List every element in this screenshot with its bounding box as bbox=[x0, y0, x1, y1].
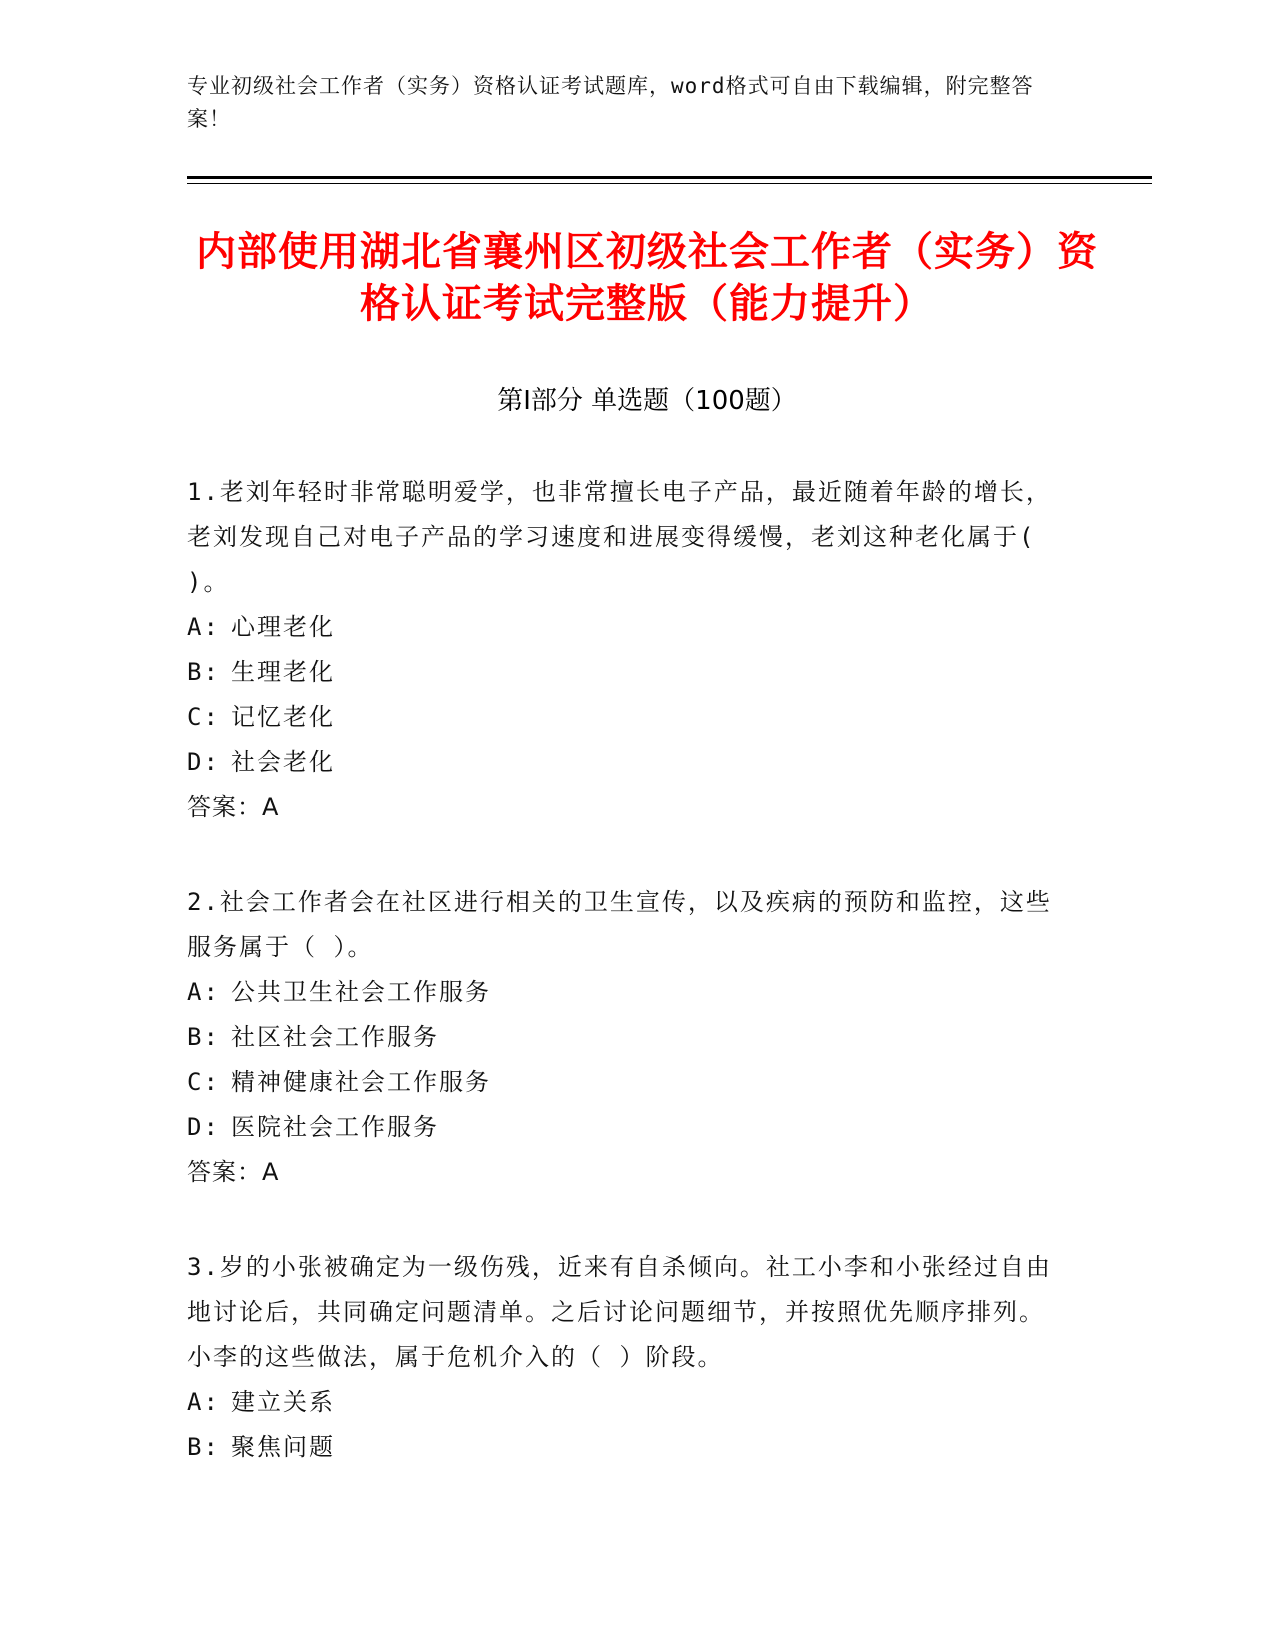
option-text: 建立关系 bbox=[231, 1388, 335, 1416]
question-2 bbox=[187, 880, 1057, 1195]
option-text: 记忆老化 bbox=[231, 703, 335, 731]
option-label: B: bbox=[187, 1023, 220, 1051]
option-c bbox=[187, 1060, 1057, 1105]
option-d bbox=[187, 1105, 1057, 1150]
option-label: A: bbox=[187, 1388, 220, 1416]
option-label: A: bbox=[187, 978, 220, 1006]
option-label: B: bbox=[187, 1433, 220, 1461]
option-text: 社区社会工作服务 bbox=[231, 1023, 439, 1051]
option-label: D: bbox=[187, 1113, 220, 1141]
option-a bbox=[187, 1380, 1057, 1425]
option-label: C: bbox=[187, 703, 220, 731]
document-title: 内部使用湖北省襄州区初级社会工作者（实务）资格认证考试完整版（能力提升） bbox=[196, 229, 1098, 327]
option-c bbox=[187, 695, 1057, 740]
option-d bbox=[187, 740, 1057, 785]
option-label: B: bbox=[187, 658, 220, 686]
option-label: C: bbox=[187, 1068, 220, 1096]
option-b bbox=[187, 1425, 1057, 1470]
option-text: 聚焦问题 bbox=[231, 1433, 335, 1461]
question-stem: 3.岁的小张被确定为一级伤残，近来有自杀倾向。社工小李和小张经过自由地讨论后，共同确定问题清单。之后讨论问题细节，并按照优先顺序排列。小李的这些做法，属于危机介入的（ ）阶段。 bbox=[187, 1253, 1052, 1371]
option-b bbox=[187, 1015, 1057, 1060]
option-text: 公共卫生社会工作服务 bbox=[231, 978, 491, 1006]
option-text: 心理老化 bbox=[231, 613, 335, 641]
option-a bbox=[187, 605, 1057, 650]
option-text: 社会老化 bbox=[231, 748, 335, 776]
answer: 答案：A bbox=[187, 793, 280, 821]
answer: 答案：A bbox=[187, 1158, 280, 1186]
section-title: 第Ⅰ部分 单选题（100题） bbox=[497, 386, 797, 416]
header-divider-thick bbox=[187, 176, 1152, 179]
option-b bbox=[187, 650, 1057, 695]
option-a bbox=[187, 970, 1057, 1015]
question-list bbox=[187, 470, 1057, 1520]
question-stem: 2.社会工作者会在社区进行相关的卫生宣传，以及疾病的预防和监控，这些服务属于（ ）。 bbox=[187, 888, 1052, 961]
option-text: 生理老化 bbox=[231, 658, 335, 686]
question-3 bbox=[187, 1245, 1057, 1470]
option-label: D: bbox=[187, 748, 220, 776]
question-1 bbox=[187, 470, 1057, 830]
question-stem: 1.老刘年轻时非常聪明爱学，也非常擅长电子产品，最近随着年龄的增长，老刘发现自己对电子产品的学习速度和进展变得缓慢，老刘这种老化属于( )。 bbox=[187, 478, 1052, 596]
header-note: 专业初级社会工作者（实务）资格认证考试题库，word格式可自由下载编辑，附完整答案！ bbox=[187, 74, 1034, 131]
option-label: A: bbox=[187, 613, 220, 641]
option-text: 医院社会工作服务 bbox=[231, 1113, 439, 1141]
header-divider-thin bbox=[187, 183, 1152, 184]
option-text: 精神健康社会工作服务 bbox=[231, 1068, 491, 1096]
